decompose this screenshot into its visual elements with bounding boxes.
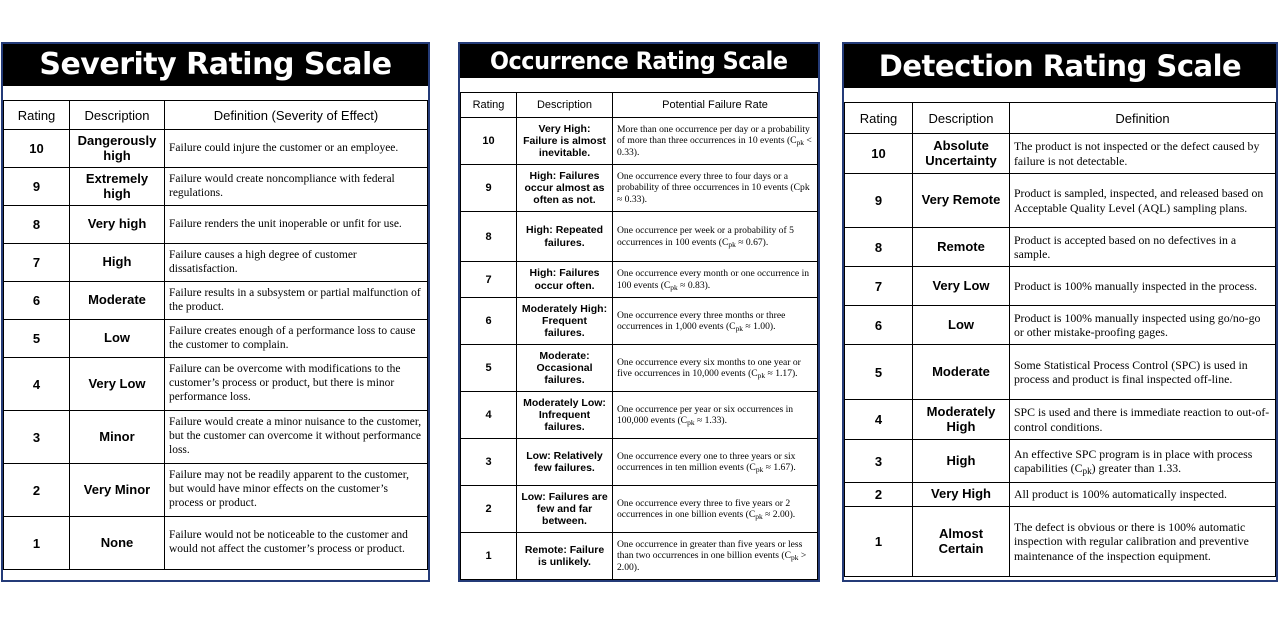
rating-value: 8 [845, 228, 913, 267]
rating-value: 1 [461, 533, 517, 580]
rating-value: 2 [845, 483, 913, 507]
rating-value: 6 [845, 306, 913, 345]
severity-table [3, 100, 428, 570]
table-row [461, 533, 818, 580]
description-cell: Extremely high [70, 168, 165, 206]
definition-cell: Failure creates enough of a performance loss to cause the customer to complain. [165, 320, 428, 358]
definition-cell: Product is accepted based on no defectives in a sample. [1010, 228, 1276, 267]
table-row [461, 439, 818, 486]
rating-value: 5 [461, 345, 517, 392]
definition-cell: An effective SPC program is in place with process capabilities $(C_{pk})$ greater than 1.33. [1010, 440, 1276, 483]
detection-header-row [845, 103, 1276, 134]
header-description: Description [913, 103, 1010, 134]
definition-cell: The defect is obvious or there is 100% automatic inspection with regular calibration and preventive maintenance of the inspection equipment. [1010, 507, 1276, 577]
table-row [4, 244, 428, 282]
definition-cell: All product is 100% automatically inspected. [1010, 483, 1276, 507]
definition-cell: Failure would create a minor nuisance to the customer, but the customer can overcome it without performance loss. [165, 411, 428, 464]
table-row [4, 320, 428, 358]
description-cell: Moderately Low: Infrequent failures. [517, 392, 613, 439]
detection-rating-panel [842, 42, 1278, 582]
description-cell: Very high [70, 206, 165, 244]
occurrence-table [460, 92, 818, 580]
rating-value: 3 [4, 411, 70, 464]
definition-cell: Product is sampled, inspected, and released based on Acceptable Quality Level (AQL) sampling plans. [1010, 174, 1276, 228]
header-definition: Definition [1010, 103, 1276, 134]
occurrence-header-row [461, 93, 818, 118]
header-description: Description [70, 101, 165, 130]
definition-cell: Failure would create noncompliance with federal regulations. [165, 168, 428, 206]
header-definition: Definition (Severity of Effect) [165, 101, 428, 130]
header-rating: Rating [845, 103, 913, 134]
rating-value: 9 [845, 174, 913, 228]
description-cell: Low [913, 306, 1010, 345]
failure-rate-cell: One occurrence every six months to one year or five occurrences in 10,000 events $(C_{pk} \approx 1.17)$. [613, 345, 818, 392]
rating-value: 10 [461, 118, 517, 165]
description-cell: Moderate [70, 282, 165, 320]
definition-cell: Failure can be overcome with modifications to the customer’s process or product, but there is minor performance loss. [165, 358, 428, 411]
rating-value: 1 [4, 517, 70, 570]
definition-cell: Some Statistical Process Control (SPC) is used in process and product is final inspected off-line. [1010, 345, 1276, 400]
rating-value: 4 [4, 358, 70, 411]
failure-rate-cell: One occurrence in greater than five years or less than two occurrences in one billion events $(C_{pk} > 2.00)$. [613, 533, 818, 580]
rating-value: 8 [461, 212, 517, 262]
description-cell: Very Low [70, 358, 165, 411]
definition-cell: Product is 100% manually inspected in the process. [1010, 267, 1276, 306]
rating-value: 10 [845, 134, 913, 174]
table-row [845, 483, 1276, 507]
table-row [845, 507, 1276, 577]
failure-rate-cell: One occurrence every three to five years or 2 occurrences in one billion events $(C_{pk} \approx 2.00)$. [613, 486, 818, 533]
rating-value: 7 [4, 244, 70, 282]
severity-title: Severity Rating Scale [3, 44, 428, 86]
definition-cell: Failure renders the unit inoperable or unfit for use. [165, 206, 428, 244]
rating-value: 3 [461, 439, 517, 486]
description-cell: Minor [70, 411, 165, 464]
rating-value: 6 [461, 298, 517, 345]
description-cell: Remote [913, 228, 1010, 267]
table-row [845, 345, 1276, 400]
table-row [461, 486, 818, 533]
description-cell: Very Low [913, 267, 1010, 306]
detection-title: Detection Rating Scale [844, 44, 1276, 88]
occurrence-title: Occurrence Rating Scale [460, 44, 818, 78]
definition-cell: The product is not inspected or the defect caused by failure is not detectable. [1010, 134, 1276, 174]
table-row [461, 165, 818, 212]
failure-rate-cell: One occurrence every three months or three occurrences in 1,000 events $(C_{pk} \approx 1.00)$. [613, 298, 818, 345]
table-row [461, 262, 818, 298]
description-cell: Remote: Failure is unlikely. [517, 533, 613, 580]
description-cell: Moderate: Occasional failures. [517, 345, 613, 392]
description-cell: Very Minor [70, 464, 165, 517]
failure-rate-cell: One occurrence every month or one occurrence in 100 events $(C_{pk} \approx 0.83)$. [613, 262, 818, 298]
rating-value: 7 [845, 267, 913, 306]
definition-cell: Failure could injure the customer or an employee. [165, 130, 428, 168]
failure-rate-cell: One occurrence every one to three years or six occurrences in ten million events $(C_{pk} \approx 1.67)$. [613, 439, 818, 486]
failure-rate-cell: One occurrence per year or six occurrences in 100,000 events $(C_{pk} \approx 1.33)$. [613, 392, 818, 439]
description-cell: Moderately High [913, 400, 1010, 440]
rating-value: 4 [461, 392, 517, 439]
header-description: Description [517, 93, 613, 118]
definition-cell: Failure may not be readily apparent to the customer, but would have minor effects on the customer’s process or product. [165, 464, 428, 517]
table-row [845, 400, 1276, 440]
definition-cell: Failure would not be noticeable to the customer and would not affect the customer’s process or product. [165, 517, 428, 570]
rating-value: 5 [4, 320, 70, 358]
rating-value: 2 [4, 464, 70, 517]
description-cell: Almost Certain [913, 507, 1010, 577]
description-cell: High [913, 440, 1010, 483]
description-cell: Very Remote [913, 174, 1010, 228]
table-row [4, 464, 428, 517]
header-failure-rate: Potential Failure Rate [613, 93, 818, 118]
definition-cell: Failure causes a high degree of customer dissatisfaction. [165, 244, 428, 282]
description-cell: Low: Relatively few failures. [517, 439, 613, 486]
detection-table [844, 102, 1276, 577]
table-row [845, 306, 1276, 345]
rating-value: 2 [461, 486, 517, 533]
rating-value: 5 [845, 345, 913, 400]
definition-cell: SPC is used and there is immediate reaction to out-of-control conditions. [1010, 400, 1276, 440]
description-cell: Very High [913, 483, 1010, 507]
table-row [461, 392, 818, 439]
definition-cell: Product is 100% manually inspected using go/no-go or other mistake-proofing gages. [1010, 306, 1276, 345]
table-row [461, 298, 818, 345]
table-row [4, 517, 428, 570]
table-row [845, 134, 1276, 174]
table-row [4, 411, 428, 464]
description-cell: High: Failures occur almost as often as not. [517, 165, 613, 212]
rating-value: 4 [845, 400, 913, 440]
description-cell: High: Repeated failures. [517, 212, 613, 262]
rating-value: 3 [845, 440, 913, 483]
rating-value: 9 [461, 165, 517, 212]
failure-rate-cell: One occurrence every three to four days or a probability of three occurrences in 10 events (Cpk ≈ 0.33). [613, 165, 818, 212]
rating-value: 10 [4, 130, 70, 168]
rating-value: 1 [845, 507, 913, 577]
definition-cell: Failure results in a subsystem or partial malfunction of the product. [165, 282, 428, 320]
description-cell: Moderate [913, 345, 1010, 400]
table-row [845, 440, 1276, 483]
description-cell: Low: Failures are few and far between. [517, 486, 613, 533]
occurrence-rating-panel [458, 42, 820, 582]
failure-rate-cell: One occurrence per week or a probability of 5 occurrences in 100 events $(C_{pk} \approx 0.67)$. [613, 212, 818, 262]
rating-value: 6 [4, 282, 70, 320]
rating-value: 7 [461, 262, 517, 298]
table-row [4, 282, 428, 320]
failure-rate-cell: More than one occurrence per day or a probability of more than three occurrences in 10 events $(C_{pk} < 0.33)$. [613, 118, 818, 165]
table-row [4, 358, 428, 411]
table-row [845, 267, 1276, 306]
table-row [845, 174, 1276, 228]
description-cell: Absolute Uncertainty [913, 134, 1010, 174]
description-cell: High [70, 244, 165, 282]
description-cell: Low [70, 320, 165, 358]
table-row [845, 228, 1276, 267]
table-row [461, 118, 818, 165]
rating-value: 9 [4, 168, 70, 206]
severity-rating-panel [1, 42, 430, 582]
table-row [4, 130, 428, 168]
rating-value: 8 [4, 206, 70, 244]
description-cell: None [70, 517, 165, 570]
description-cell: Dangerously high [70, 130, 165, 168]
table-row [4, 168, 428, 206]
description-cell: Moderately High: Frequent failures. [517, 298, 613, 345]
description-cell: High: Failures occur often. [517, 262, 613, 298]
table-row [461, 345, 818, 392]
severity-header-row [4, 101, 428, 130]
table-row [4, 206, 428, 244]
header-rating: Rating [4, 101, 70, 130]
description-cell: Very High: Failure is almost inevitable. [517, 118, 613, 165]
table-row [461, 212, 818, 262]
header-rating: Rating [461, 93, 517, 118]
